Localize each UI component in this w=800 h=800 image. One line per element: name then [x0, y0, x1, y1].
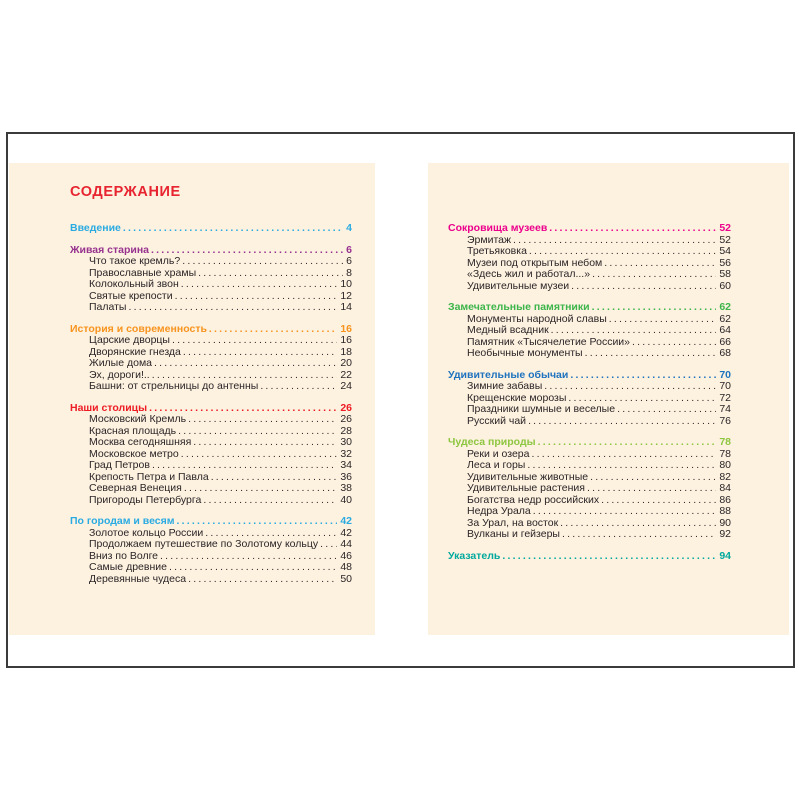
toc-section-heading [448, 223, 731, 235]
page-number: 52 [719, 222, 731, 234]
dot-leader [531, 506, 717, 518]
page-number: 18 [340, 345, 352, 358]
toc-section [448, 370, 731, 428]
page-number: 26 [340, 413, 352, 425]
entry-label: Крепость Петра и Павла [89, 470, 209, 483]
toc-entry [70, 574, 352, 586]
entry-label: Указатель [448, 549, 501, 562]
page-number: 44 [340, 538, 352, 550]
entry-label: За Урал, на восток [467, 516, 559, 529]
dot-leader [207, 324, 337, 336]
dot-leader [529, 449, 716, 461]
entry-label: Палаты [89, 301, 127, 313]
entry-label: Богатства недр российских [467, 493, 600, 506]
toc-entry [448, 325, 731, 337]
toc-entry [70, 437, 352, 449]
entry-label: Что такое кремль? [89, 255, 181, 267]
page-number: 84 [719, 482, 731, 494]
entry-label: Царские дворцы [89, 334, 170, 346]
entry-label: Золотое кольцо России [89, 526, 204, 539]
entry-label: Живая старина [70, 243, 150, 256]
dot-leader [175, 516, 338, 528]
toc-entry [70, 495, 352, 507]
page-number: 16 [340, 334, 352, 346]
page-number: 20 [340, 357, 352, 369]
toc-entry [448, 269, 731, 281]
dot-leader [560, 529, 716, 541]
toc-entry [448, 506, 731, 518]
dot-leader [583, 348, 717, 360]
dot-leader [569, 281, 716, 293]
entry-label: Медный всадник [467, 324, 549, 336]
entry-label: Удивительные растения [467, 482, 585, 494]
entry-label: Русский чай [467, 414, 527, 427]
dot-leader [126, 302, 337, 314]
entry-label: Жилые дома [89, 357, 153, 369]
page-number: 8 [346, 266, 352, 279]
page-number: 54 [719, 245, 731, 257]
dot-leader [170, 335, 337, 347]
dot-leader [536, 437, 717, 449]
page-number: 32 [340, 447, 352, 460]
dot-leader [590, 302, 717, 314]
dot-leader [526, 416, 716, 428]
page-number: 82 [719, 470, 731, 483]
toc-entry [70, 335, 352, 347]
toc-section-heading [448, 302, 731, 314]
page-number: 90 [719, 516, 731, 529]
dot-leader [318, 539, 337, 551]
toc-entry [70, 381, 352, 393]
page-number: 50 [340, 572, 352, 585]
page-number: 78 [719, 436, 731, 448]
entry-label: Введение [70, 222, 121, 234]
dot-leader [181, 347, 337, 359]
entry-label: Красная площадь [89, 424, 177, 437]
toc-section-heading [448, 437, 731, 449]
dot-leader [527, 246, 716, 258]
toc-entry [448, 460, 731, 472]
toc-section [448, 223, 731, 292]
toc-section-heading [70, 516, 352, 528]
dot-leader [201, 495, 337, 507]
toc-entry [448, 246, 731, 258]
toc-section [448, 302, 731, 360]
toc-entry [70, 539, 352, 551]
page-number: 34 [340, 459, 352, 471]
dot-leader [549, 325, 717, 337]
toc-entry [448, 529, 731, 541]
toc-entry [70, 358, 352, 370]
entry-label: Праздники шумные и веселые [467, 403, 616, 415]
dot-leader [602, 258, 716, 270]
page-number: 78 [719, 447, 731, 460]
entry-label: Сокровища музеев [448, 222, 548, 234]
page-number: 52 [719, 233, 731, 246]
entry-label: Продолжаем путешествие по Золотому кольцу [89, 538, 319, 550]
dot-leader [182, 483, 337, 495]
dot-leader [525, 460, 716, 472]
dot-leader [191, 437, 337, 449]
dot-leader [186, 574, 337, 586]
entry-label: Замечательные памятники [448, 301, 590, 313]
page-number: 64 [719, 324, 731, 336]
entry-label: Третьяковка [467, 245, 527, 257]
entry-label: Вулканы и гейзеры [467, 528, 560, 540]
entry-label: Леса и горы [467, 459, 526, 471]
entry-label: По городам и весям [70, 515, 175, 527]
page-number: 28 [340, 424, 352, 437]
toc-entry [448, 348, 731, 360]
dot-leader [152, 358, 337, 370]
dot-leader [186, 414, 337, 426]
entry-label: Северная Венеция [89, 482, 182, 494]
entry-label: Москва сегодняшняя [89, 436, 192, 448]
toc-section [448, 551, 731, 563]
entry-label: Реки и озера [467, 447, 530, 460]
dot-leader [630, 337, 716, 349]
entry-label: Святые крепости [89, 289, 173, 302]
page-number: 62 [719, 312, 731, 325]
page-number: 24 [340, 380, 352, 392]
toc-section [70, 403, 352, 507]
entry-label: Вниз по Волге [89, 549, 159, 562]
page-number: 36 [340, 470, 352, 483]
page-number: 10 [340, 278, 352, 290]
entry-label: Эрмитаж [467, 233, 512, 246]
entry-label: Колокольный звон [89, 278, 179, 290]
page-number: 40 [340, 493, 352, 506]
toc-entry [70, 460, 352, 472]
dot-leader [150, 460, 337, 472]
toc-entry [70, 562, 352, 574]
entry-label: «Здесь жил и работал...» [467, 268, 591, 280]
toc-section [70, 324, 352, 393]
page-number: 12 [340, 289, 352, 302]
toc-section-heading [70, 223, 352, 235]
page-number: 46 [340, 549, 352, 562]
toc-entry [70, 302, 352, 314]
dot-leader [588, 472, 716, 484]
toc-entry [448, 281, 731, 293]
page-number: 60 [719, 279, 731, 292]
page-number: 92 [719, 528, 731, 540]
page-number: 88 [719, 505, 731, 517]
dot-leader [179, 279, 338, 291]
dot-leader [511, 235, 716, 247]
dot-leader [500, 551, 716, 563]
entry-label: Православные храмы [89, 266, 197, 279]
page-number: 16 [340, 322, 352, 335]
toc-section [70, 245, 352, 314]
dot-leader [547, 223, 716, 235]
entry-label: Необычные монументы [467, 347, 583, 359]
page-number: 22 [340, 368, 352, 381]
page-number: 62 [719, 301, 731, 313]
dot-leader [209, 472, 338, 484]
page-number: 42 [340, 526, 352, 539]
entry-label: Недра Урала [467, 505, 531, 517]
toc-entry [70, 414, 352, 426]
toc-section [70, 516, 352, 585]
entry-label: Удивительные обычаи [448, 368, 569, 381]
page-number: 74 [719, 403, 731, 415]
page-number: 86 [719, 493, 731, 506]
toc-section-heading [448, 551, 731, 563]
page-number: 58 [719, 268, 731, 280]
toc-entry [70, 279, 352, 291]
dot-leader [121, 223, 343, 235]
page-number: 6 [346, 243, 352, 256]
page-number: 80 [719, 459, 731, 471]
page-number: 76 [719, 414, 731, 427]
entry-label: Пригороды Петербурга [89, 493, 202, 506]
entry-label: Башни: от стрельницы до антенны [89, 380, 259, 392]
dot-leader [176, 426, 337, 438]
dot-leader [167, 562, 337, 574]
entry-label: Крещенские морозы [467, 391, 567, 404]
dot-leader [542, 381, 716, 393]
page-number: 70 [719, 380, 731, 392]
entry-label: Дворянские гнезда [89, 345, 181, 358]
entry-label: Московское метро [89, 447, 179, 460]
toc-entry [448, 404, 731, 416]
entry-label: Самые древние [89, 561, 167, 573]
page-number: 6 [346, 255, 352, 267]
entry-label: Московский Кремль [89, 413, 187, 425]
page-number: 68 [719, 347, 731, 359]
dot-leader [558, 518, 716, 530]
page-number: 48 [340, 561, 352, 573]
entry-label: Чудеса природы [448, 436, 536, 448]
entry-label: Музеи под открытым небом [467, 256, 603, 269]
page-number: 14 [340, 301, 352, 313]
page-number: 38 [340, 482, 352, 494]
page-number: 94 [719, 549, 731, 562]
toc-entry [448, 381, 731, 393]
page-number: 30 [340, 436, 352, 448]
page-number: 72 [719, 391, 731, 404]
toc-entry [70, 256, 352, 268]
toc-section [448, 437, 731, 541]
dot-leader [615, 404, 716, 416]
dot-leader [179, 449, 338, 461]
toc-list-right [448, 223, 731, 562]
entry-label: Монументы народной славы [467, 312, 607, 325]
entry-label: Наши столицы [70, 401, 148, 414]
toc-list-left [70, 223, 352, 585]
dot-leader [196, 268, 343, 280]
entry-label: Деревянные чудеса [89, 572, 187, 585]
entry-label: Памятник «Тысячелетие России» [467, 335, 631, 348]
toc-entry [448, 416, 731, 428]
book-spread [6, 132, 795, 668]
page-number: 66 [719, 335, 731, 348]
dot-leader [585, 483, 716, 495]
page-number: 42 [340, 515, 352, 527]
toc-section [70, 223, 352, 235]
toc-entry [448, 483, 731, 495]
dot-leader [599, 495, 716, 507]
page-title: СОДЕРЖАНИЕ [70, 184, 181, 200]
entry-label: История и современность [70, 322, 207, 335]
toc-entry [70, 483, 352, 495]
entry-label: Удивительные животные [467, 470, 589, 483]
dot-leader [607, 314, 717, 326]
page-number: 56 [719, 256, 731, 269]
dot-leader [180, 256, 343, 268]
dot-leader [158, 551, 337, 563]
entry-label: Удивительные музеи [467, 279, 570, 292]
entry-label: Град Петров [89, 459, 150, 471]
page-number: 4 [346, 222, 352, 234]
dot-leader [590, 269, 716, 281]
dot-leader [258, 381, 337, 393]
dot-leader [173, 291, 338, 303]
page-number: 26 [340, 401, 352, 414]
entry-label: Эх, дороги!.. [89, 368, 150, 381]
dot-leader [568, 370, 716, 382]
entry-label: Зимние забавы [467, 380, 543, 392]
page-number: 70 [719, 368, 731, 381]
